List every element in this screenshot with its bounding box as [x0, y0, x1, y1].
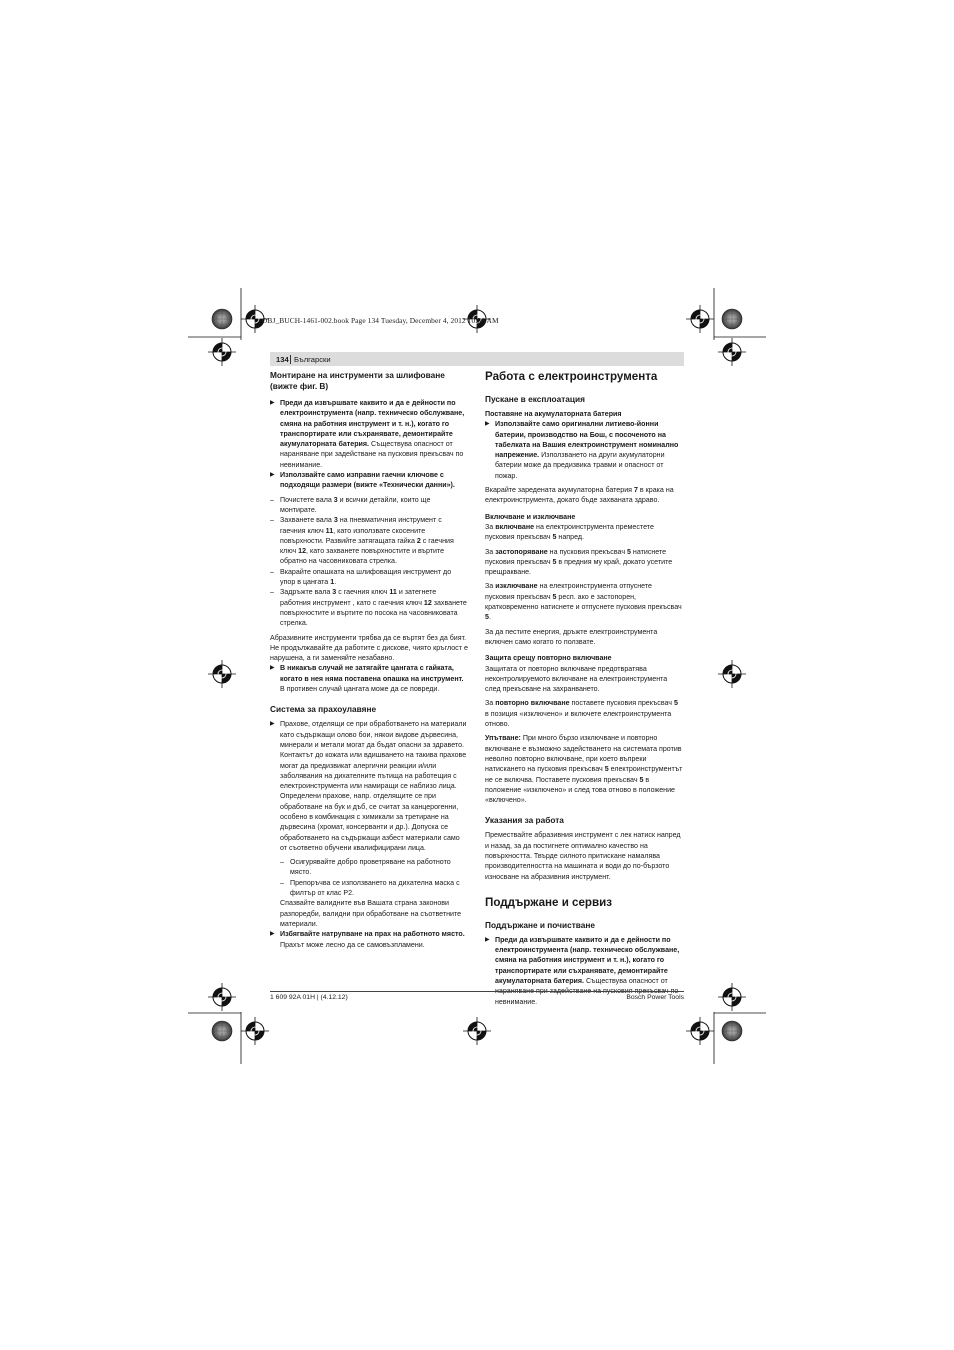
registration-mark	[208, 983, 236, 1011]
paragraph: Спазвайте валидните във Вашата страна законови разпоредби, валидни при обработване на съответните материали.	[280, 899, 462, 928]
paragraph: За да пестите енергия, дръжте електроинструмента включен само когато го ползвате.	[485, 627, 658, 646]
paragraph: За изключване на електроинструмента отпуснете пусковия прекъсвач 5 респ. ако е застопорен, кратковременно натиснете и отпуснете пусковия прекъсвач 5.	[485, 582, 682, 622]
language-label: Български	[290, 355, 331, 364]
section-heading-service: Поддържане и сервиз	[485, 895, 613, 909]
list-item: – Осигурявайте добро проветряване на работното място.	[270, 857, 468, 878]
warning-item: ▶ Използвайте само оригинални литиево-йонни батерии, производство на Бош, с посоченото на табелката на Вашия електроинструмент номинално напрежение. Използването на други акумулаторни батерии може да предизвика травми и опасност от пожар.	[485, 419, 683, 481]
list-item: – Почистете вала 3 и всички детайли, които ще монтирате.	[270, 495, 468, 516]
registration-mark	[208, 338, 236, 366]
subsubsection-heading-restart: Защита срещу повторно включване	[485, 654, 612, 663]
color-target-top-left	[212, 309, 232, 329]
subsubsection-heading-battery: Поставяне на акумулаторната батерия	[485, 410, 622, 418]
paragraph: Абразивните инструменти трябва да се въртят без да бият. Не продължавайте да работите с дискове, чиято кръглост е нарушена, а ги заменяйте незабавно.	[270, 633, 468, 663]
warning-item: ▶ Преди да извършвате каквито и да е дейности по електроинструмента (напр. техническо обслужване, смяна на работния инструмент и т. н.), когато го транспортирате или съхранявате, демонтирайте акумулаторната батерия. Съществува опасност от нараняване при задействане на пусковия прекъсвач по невнимание.	[270, 398, 468, 470]
left-column	[270, 370, 468, 950]
registration-mark	[208, 660, 236, 688]
warning-item: ▶ Преди да извършвате каквито и да е дейности по електроинструмента (напр. техническо обслужване, смяна на работния инструмент и т. н.), когато го транспортирате или съхранявате, демонтирайте акумулаторната батерия. Съществува опасност от невнимание.	[485, 935, 683, 1007]
registration-mark	[686, 1017, 714, 1045]
paragraph: За застопоряване на пусковия прекъсвач 5 натиснете пусковия прекъсвач 5 в предния му край, докато усетите прещракване.	[485, 547, 673, 577]
registration-mark	[686, 305, 714, 333]
paragraph: Премествайте абразивния инструмент с лек натиск напред и назад, за да постигнете оптимално качество на повърхността. Твърде силното притискане намалява производителността на машината и води до по-бързото износване на абразивния инструмент.	[485, 831, 681, 881]
warning-item: ▶ В никакъв случай не затягайте цангата с гайката, когато в нея няма поставена опашка на инструмент. В противен случай цангата може да се повреди.	[270, 663, 468, 694]
file-header: OBJ_BUCH-1461-002.book Page 134 Tuesday, December 4, 2012 10:56 AM	[262, 316, 499, 325]
paragraph: За повторно включване поставете пусковия прекъсвач 5 в позиция «изключено» и включете електроинструмента отново.	[485, 699, 678, 729]
subsection-heading-startup: Пускане в експлоатация	[485, 394, 585, 404]
registration-mark	[718, 983, 746, 1011]
page-header-bar	[270, 352, 684, 366]
registration-mark	[463, 1017, 491, 1045]
section-heading-dust: Система за прахоулавяне	[270, 704, 377, 715]
footer-divider	[270, 991, 684, 992]
registration-mark	[718, 660, 746, 688]
registration-mark	[718, 338, 746, 366]
section-heading-mount: Монтиране на инструменти за шлифоване (вижте фиг. B)	[270, 370, 445, 391]
footer-document-code: 1 609 92A 01H | (4.12.12)	[270, 994, 348, 1001]
registration-mark	[241, 1017, 269, 1045]
subsection-heading-hints: Указания за работа	[485, 815, 564, 826]
note-paragraph: Упътване: При много бързо изключване и повторно включване е възможно задействането на системата против неволно повторно включване, при което въпреки натискането на пусковия прекъсвач 5 електроинструментът не се включва. Поставете пусковия прекъсвач 5 в положение «изключено» и след това отново в положение «включено».	[485, 734, 683, 805]
section-heading-work: Работа с електроинструмента	[485, 370, 658, 383]
paragraph: Вкарайте заредената акумулаторна батерия 7 в крака на електроинструмента, докато бъде захваната здраво.	[485, 486, 674, 505]
paragraph: Защитата от повторно включване предотвратява неконтролируемото включване на електроинструмента след прекъсване на захранването.	[485, 664, 668, 694]
color-target-top-right	[722, 309, 742, 329]
paragraph: За включване на електроинструмента преместете пусковия прекъсвач 5 напред.	[485, 522, 654, 542]
list-item: – Захванете вала 3 на пневматичния инструмент с гаечния ключ 11, като използвате скосените повърхности. Развийте затягащата гайка 2 с гаечния ключ 12, като захванете повърхностите и въртите обратно на часовниковата стрелка.	[270, 515, 468, 566]
list-item: – Препоръчва се използването на дихателна маска с филтър от клас P2.	[270, 878, 468, 899]
color-target-bottom-left	[212, 1021, 232, 1041]
color-target-bottom-right	[722, 1021, 742, 1041]
subsubsection-heading-onoff: Включване и изключване	[485, 512, 576, 521]
warning-item: ▶ Прахове, отделящи се при обработването на материали като съдържащи олово бои, някои видове дървесина, минерали и метали могат да бъдат опасни за здравето. Контактът до кожата или вдишването на такива прахове могат да предизвикат алергични реакции и/или заболявания на дихателните пътища на работещия с електроинструмента или намиращи се наблизо лица. Определени прахове, напр. отделящите се при обработване на бук и дъб, се считат за канцерогенни, особено в комбинация с химикали за третиране на дървесина (хромат, консерванти и др.). Допуска се обработването на съдържащи азбест материали само от съответно обучени квалифицирани лица.	[270, 719, 468, 853]
right-column	[485, 370, 683, 1007]
page-number: 134	[276, 355, 289, 364]
footer-brand: Bosch Power Tools	[626, 994, 684, 1001]
warning-item: ▶ Избягвайте натрупване на прах на работното място. Прахът може лесно да се самовъзпламени.	[270, 929, 468, 950]
warning-item: ▶ Използвайте само изправни гаечни ключове с подходящи размери (вижте «Технически данни»).	[270, 470, 468, 491]
subsection-heading-maintenance: Поддържане и почистване	[485, 919, 595, 930]
list-item: – Вкарайте опашката на шлифоващия инструмент до упор в цангата 1.	[270, 567, 468, 588]
list-item: – Задръжте вала 3 с гаечния ключ 11 и затегнете работния инструмент , като с гаечния ключ 12 захванете повърхностите и въртите по посока на часовниковата стрелка.	[270, 587, 468, 628]
